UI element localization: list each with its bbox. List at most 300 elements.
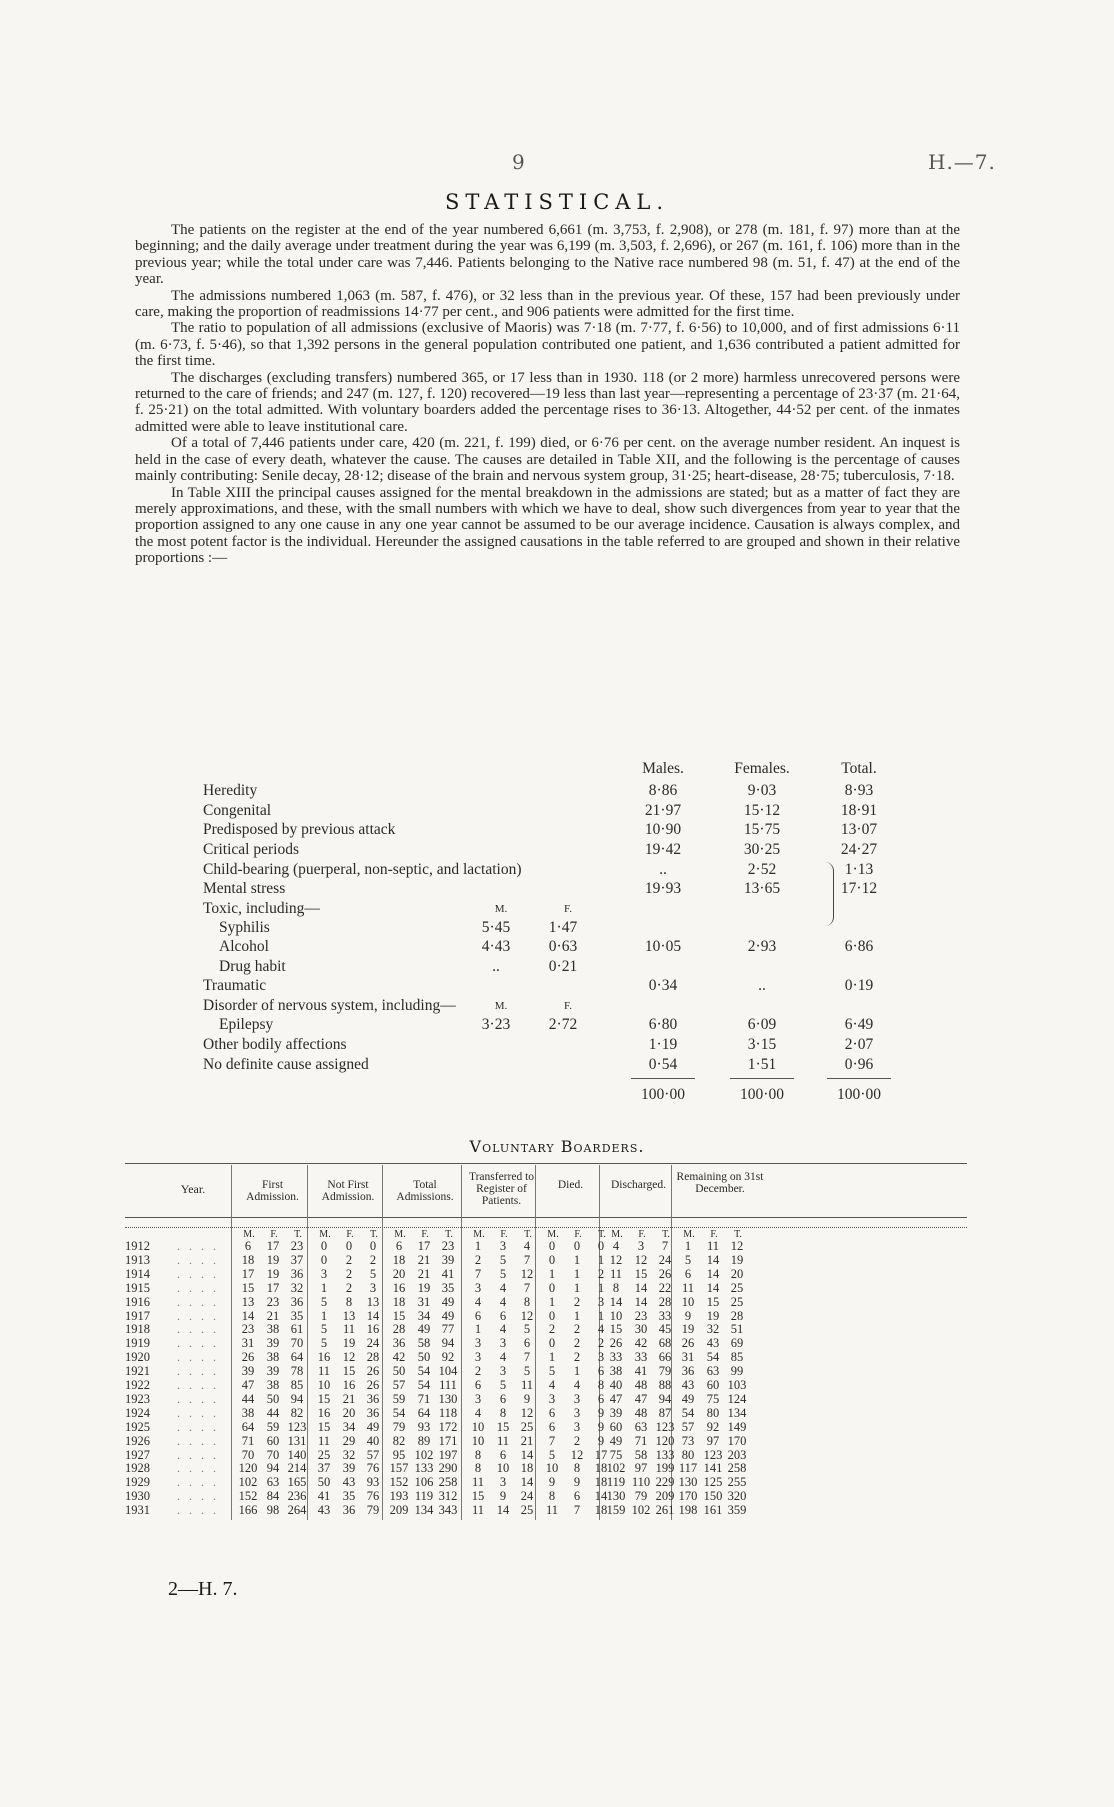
boarders-cell: 157 [389,1461,409,1476]
boarders-cell: 1 [573,1252,581,1267]
boarders-cell: 43 [342,1475,356,1490]
boarders-cell: 68 [658,1336,672,1351]
boarders-cell: 15 [634,1266,648,1281]
voluntary-boarders-title: Voluntary Boarders. [469,1137,645,1156]
boarders-cell: 13 [366,1294,380,1309]
boarders-cell: 23 [290,1239,304,1253]
cause-sub-header: F. [564,1000,572,1012]
boarders-cell: 19 [706,1308,720,1323]
boarders-cell: 5 [523,1322,531,1337]
boarders-cell: 359 [727,1503,747,1518]
boarders-cell: 14 [366,1308,380,1323]
boarders-cell: 170 [727,1433,747,1448]
boarders-cell: 70 [290,1336,304,1351]
cause-label: Epilepsy [219,1016,274,1033]
cause-label: Child-bearing (puerperal, non-septic, and lactation) [203,861,522,878]
page-number: 9 [512,150,525,174]
col-header-females: Females. [734,760,790,777]
sub-header-f: F. [500,1229,508,1240]
boarders-cell: 77 [441,1322,455,1337]
year-cell: 1926 [125,1433,150,1448]
boarders-cell: 2 [474,1364,482,1379]
boarders-cell: 50 [266,1391,280,1406]
cause-value-total: 2·07 [844,1036,874,1053]
boarders-cell: 3 [573,1391,581,1406]
boarders-cell: 3 [499,1364,507,1379]
boarders-cell: 21 [417,1266,431,1281]
boarders-cell: 5 [499,1252,507,1267]
sub-header-f: F. [421,1229,429,1240]
year-cell: 1923 [125,1391,150,1406]
boarders-cell: 75 [609,1447,623,1462]
boarders-cell: 209 [389,1503,409,1518]
boarders-cell: 6 [499,1447,507,1462]
leader-dots: . . . . [177,1266,219,1281]
boarders-cell: 1 [684,1239,692,1253]
boarders-cell: 63 [706,1364,720,1379]
boarders-cell: 15 [609,1322,623,1337]
group-header: First Admission. [246,1179,299,1203]
boarders-cell: 19 [342,1336,356,1351]
boarders-cell: 8 [573,1461,581,1476]
year-cell: 1924 [125,1405,150,1420]
boarders-cell: 4 [523,1239,531,1253]
cause-subvalue-females: 2·72 [548,1016,578,1033]
boarders-cell: 36 [366,1405,380,1420]
boarders-cell: 134 [727,1405,747,1420]
boarders-cell: 1 [573,1308,581,1323]
cause-value-males: 8·86 [648,782,678,799]
boarders-cell: 10 [471,1419,485,1434]
boarders-cell: 60 [266,1433,280,1448]
boarders-cell: 14 [634,1280,648,1295]
boarders-cell: 57 [366,1447,380,1462]
sub-header-m: M. [547,1229,559,1240]
boarders-cell: 8 [474,1447,482,1462]
sub-header-t: T. [294,1229,302,1240]
cause-value-total: 8·93 [844,782,874,799]
boarders-cell: 14 [594,1489,608,1504]
boarders-cell: 6 [573,1489,581,1504]
boarders-cell: 3 [499,1239,507,1253]
boarders-cell: 5 [369,1266,377,1281]
boarders-cell: 61 [290,1322,304,1337]
boarders-cell: 4 [597,1322,605,1337]
boarders-cell: 255 [727,1475,747,1490]
boarders-cell: 5 [499,1378,507,1392]
boarders-cell: 3 [573,1419,581,1434]
year-cell: 1930 [125,1489,150,1504]
sub-header-t: T. [662,1229,670,1240]
boarders-cell: 40 [366,1433,380,1448]
boarders-cell: 23 [266,1294,280,1309]
boarders-cell: 18 [520,1461,534,1476]
cause-value-total: 13·07 [840,821,878,838]
boarders-cell: 18 [594,1503,608,1518]
boarders-cell: 34 [417,1308,431,1323]
boarders-cell: 19 [266,1252,280,1267]
year-cell: 1925 [125,1419,150,1434]
boarders-cell: 95 [392,1447,406,1462]
boarders-cell: 261 [655,1503,675,1518]
boarders-cell: 39 [266,1336,280,1351]
boarders-cell: 150 [703,1489,723,1504]
boarders-cell: 26 [366,1364,380,1379]
section-title: STATISTICAL. [444,190,670,214]
total-rule [631,1078,695,1079]
cause-value-females: .. [758,977,766,994]
sub-header-f: F. [346,1229,354,1240]
boarders-cell: 7 [523,1280,531,1295]
cause-value-males: 10·05 [644,938,682,955]
boarders-cell: 37 [317,1461,331,1476]
boarders-cell: 33 [634,1350,648,1365]
cause-label: Mental stress [203,880,286,897]
boarders-cell: 9 [597,1405,605,1420]
boarders-cell: 85 [290,1378,304,1392]
year-cell: 1915 [125,1280,150,1295]
boarders-cell: 12 [520,1405,534,1420]
boarders-cell: 17 [417,1239,431,1253]
boarders-cell: 47 [609,1391,623,1406]
cause-value-females: 13·65 [743,880,781,897]
boarders-cell: 28 [392,1322,406,1337]
boarders-cell: 8 [499,1405,507,1420]
boarders-cell: 6 [523,1336,531,1351]
boarders-cell: 59 [266,1419,280,1434]
boarders-cell: 1 [548,1350,556,1365]
boarders-cell: 1 [597,1308,605,1323]
leader-dots: . . . . [177,1239,219,1253]
cause-subvalue-females: 0·21 [548,958,578,975]
boarders-cell: 3 [474,1280,482,1295]
boarders-cell: 40 [609,1378,623,1392]
cause-value-total: 0·19 [844,977,874,994]
group-header: Discharged. [610,1179,667,1191]
boarders-cell: 39 [241,1364,255,1379]
boarders-cell: 2 [345,1280,353,1295]
boarders-cell: 343 [438,1503,458,1518]
boarders-cell: 14 [241,1308,255,1323]
boarders-cell: 149 [727,1419,747,1434]
cause-sub-header: M. [494,1000,508,1012]
cause-label: No definite cause assigned [203,1056,369,1073]
boarders-cell: 15 [392,1308,406,1323]
leader-dots: . . . . [177,1378,219,1392]
cause-value-females: 30·25 [743,841,781,858]
boarders-cell: 12 [609,1252,623,1267]
boarders-cell: 7 [474,1266,482,1281]
boarders-cell: 38 [266,1378,280,1392]
boarders-cell: 2 [474,1252,482,1267]
boarders-cell: 2 [548,1322,556,1337]
boarders-cell: 69 [730,1336,744,1351]
sub-header-m: M. [683,1229,695,1240]
cause-total-value: 100·00 [837,1086,881,1103]
boarders-cell: 18 [594,1461,608,1476]
sub-header-t: T. [598,1229,606,1240]
boarders-cell: 71 [241,1433,255,1448]
boarders-cell: 6 [548,1419,556,1434]
boarders-cell: 64 [417,1405,431,1420]
year-cell: 1912 [125,1239,150,1253]
boarders-cell: 84 [266,1489,280,1504]
year-cell: 1920 [125,1350,150,1365]
boarders-cell: 2 [573,1336,581,1351]
boarders-cell: 3 [369,1280,377,1295]
boarders-cell: 59 [392,1391,406,1406]
cause-label: Disorder of nervous system, including— [203,997,456,1014]
boarders-cell: 7 [548,1433,556,1448]
boarders-cell: 89 [417,1433,431,1448]
boarders-cell: 2 [573,1350,581,1365]
sub-header-m: M. [473,1229,485,1240]
boarders-cell: 10 [471,1433,485,1448]
boarders-cell: 2 [597,1336,605,1351]
boarders-cell: 19 [417,1280,431,1295]
boarders-cell: 15 [317,1391,331,1406]
cause-value-total: 6·49 [844,1016,874,1033]
cause-total-value: 100·00 [641,1086,685,1103]
boarders-cell: 1 [320,1280,328,1295]
boarders-cell: 80 [706,1405,720,1420]
table-header-rule [125,1217,967,1218]
boarders-cell: 102 [238,1475,258,1490]
boarders-cell: 3 [320,1266,328,1281]
boarders-cell: 133 [655,1447,675,1462]
boarders-cell: 0 [597,1239,605,1253]
boarders-cell: 79 [634,1489,648,1504]
boarders-cell: 30 [634,1322,648,1337]
boarders-cell: 13 [241,1294,255,1309]
group-header: Not First Admission. [321,1179,375,1203]
cause-value-females: 15·12 [743,802,781,819]
boarders-cell: 4 [474,1405,482,1420]
boarders-cell: 48 [634,1378,648,1392]
boarders-cell: 42 [392,1350,406,1365]
boarders-cell: 14 [496,1503,510,1518]
leader-dots: . . . . [177,1447,219,1462]
cause-value-males: 21·97 [644,802,682,819]
boarders-cell: 97 [706,1433,720,1448]
boarders-cell: 102 [414,1447,434,1462]
boarders-cell: 5 [320,1294,328,1309]
cause-label: Toxic, including— [203,900,320,917]
boarders-cell: 23 [241,1322,255,1337]
boarders-cell: 0 [345,1239,353,1253]
boarders-cell: 8 [548,1489,556,1504]
boarders-cell: 24 [366,1336,380,1351]
boarders-cell: 1 [548,1294,556,1309]
leader-dots: . . . . [177,1252,219,1267]
boarders-cell: 16 [317,1350,331,1365]
boarders-cell: 60 [706,1378,720,1392]
year-cell: 1918 [125,1322,150,1337]
boarders-cell: 165 [287,1475,307,1490]
boarders-cell: 258 [727,1461,747,1476]
boarders-cell: 50 [392,1364,406,1379]
boarders-cell: 11 [545,1503,559,1518]
boarders-cell: 119 [606,1475,626,1490]
boarders-cell: 28 [730,1308,744,1323]
boarders-cell: 49 [441,1294,455,1309]
boarders-cell: 19 [681,1322,695,1337]
boarders-cell: 49 [609,1433,623,1448]
year-column-header: Year. [180,1182,206,1196]
boarders-cell: 4 [499,1350,507,1365]
boarders-cell: 102 [631,1503,651,1518]
boarders-cell: 31 [681,1350,695,1365]
boarders-cell: 21 [520,1433,534,1448]
group-header: Transferred to Register of Patients. [468,1171,535,1207]
year-cell: 1914 [125,1266,150,1281]
boarders-cell: 6 [597,1391,605,1406]
boarders-cell: 17 [594,1447,608,1462]
boarders-cell: 1 [320,1308,328,1323]
document-reference: H.—7. [928,150,996,174]
cause-label: Other bodily affections [203,1036,347,1053]
year-cell: 1929 [125,1475,150,1490]
leader-dots: . . . . [177,1294,219,1309]
cause-subvalue-females: 0·63 [548,938,578,955]
cause-subvalue-males: .. [492,958,500,975]
boarders-cell: 29 [342,1433,356,1448]
cause-value-total: 1·13 [844,861,874,878]
boarders-cell: 130 [438,1391,458,1406]
boarders-cell: 103 [727,1378,747,1392]
boarders-cell: 45 [658,1322,672,1337]
boarders-cell: 0 [548,1239,556,1253]
boarders-cell: 79 [392,1419,406,1434]
boarders-cell: 12 [520,1266,534,1281]
boarders-cell: 106 [414,1475,434,1490]
boarders-cell: 123 [655,1419,675,1434]
boarders-cell: 34 [342,1419,356,1434]
boarders-cell: 39 [441,1252,455,1267]
boarders-cell: 3 [637,1239,645,1253]
cause-sub-header: F. [564,903,572,915]
cause-value-males: 10·90 [644,821,682,838]
boarders-cell: 35 [290,1308,304,1323]
boarders-cell: 4 [499,1322,507,1337]
boarders-cell: 11 [609,1266,623,1281]
boarders-cell: 93 [417,1419,431,1434]
boarders-cell: 140 [287,1447,307,1462]
boarders-cell: 28 [366,1350,380,1365]
boarders-cell: 33 [658,1308,672,1323]
boarders-cell: 6 [548,1405,556,1420]
year-cell: 1928 [125,1461,150,1476]
boarders-cell: 170 [678,1489,698,1504]
cause-label: Predisposed by previous attack [203,821,396,838]
year-cell: 1921 [125,1364,150,1379]
cause-label: Traumatic [203,977,267,994]
boarders-cell: 47 [634,1391,648,1406]
boarders-cell: 16 [366,1322,380,1337]
boarders-cell: 1 [573,1364,581,1379]
boarders-cell: 5 [548,1447,556,1462]
cause-value-total: 24·27 [840,841,878,858]
boarders-cell: 31 [417,1294,431,1309]
boarders-cell: 258 [438,1475,458,1490]
boarders-cell: 104 [438,1364,458,1379]
boarders-cell: 99 [730,1364,744,1379]
boarders-cell: 0 [320,1252,328,1267]
cause-subvalue-males: 3·23 [481,1016,511,1033]
boarders-cell: 3 [499,1336,507,1351]
boarders-cell: 161 [703,1503,723,1518]
boarders-cell: 16 [342,1378,356,1392]
boarders-cell: 4 [612,1239,620,1253]
boarders-cell: 70 [241,1447,255,1462]
boarders-cell: 54 [392,1405,406,1420]
boarders-cell: 17 [266,1280,280,1295]
boarders-cell: 92 [706,1419,720,1434]
boarders-cell: 87 [658,1405,672,1420]
cause-value-total: 18·91 [840,802,878,819]
boarders-cell: 8 [612,1280,620,1295]
sub-header-f: F. [710,1229,718,1240]
boarders-cell: 1 [474,1239,482,1253]
boarders-cell: 6 [499,1308,507,1323]
cause-value-males: 19·42 [644,841,682,858]
boarders-cell: 18 [392,1294,406,1309]
boarders-cell: 39 [609,1405,623,1420]
boarders-cell: 229 [655,1475,675,1490]
boarders-cell: 26 [241,1350,255,1365]
cause-value-females: 15·75 [743,821,781,838]
boarders-cell: 16 [392,1280,406,1295]
cause-value-males: 0·34 [648,977,678,994]
sub-header-m: M. [611,1229,623,1240]
leader-dots: . . . . [177,1391,219,1406]
boarders-cell: 7 [661,1239,669,1253]
boarders-cell: 17 [241,1266,255,1281]
boarders-cell: 6 [474,1378,482,1392]
boarders-cell: 54 [706,1350,720,1365]
boarders-cell: 203 [727,1447,747,1462]
boarders-cell: 152 [389,1475,409,1490]
boarders-cell: 123 [703,1447,723,1462]
boarders-cell: 60 [609,1419,623,1434]
cause-label: Alcohol [219,938,269,955]
boarders-cell: 32 [342,1447,356,1462]
boarders-cell: 197 [438,1447,458,1462]
boarders-cell: 11 [706,1239,720,1253]
boarders-cell: 73 [681,1433,695,1448]
table-top-rule [125,1163,967,1164]
boarders-cell: 78 [290,1364,304,1379]
boarders-cell: 94 [290,1391,304,1406]
boarders-cell: 11 [520,1378,534,1392]
boarders-cell: 12 [730,1239,744,1253]
boarders-cell: 209 [655,1489,675,1504]
paragraph: The patients on the register at the end of the year numbered 6,661 (m. 3,753, f. 2,908), or 278 (m. 181, f. 97) more than at the beginning; and the daily average under treatment during the year was 6,199 (m. 3,503, f. 2,696), or 267 (m. 161, f. 106) more than in the previous year; while the total under care was 7,446. Patients belonging to the Native race numbered 98 (m. 51, f. 47) at the end of the year. [135,222,960,288]
cause-subvalue-males: 5·45 [481,919,511,936]
table-subheader-rule [125,1227,967,1228]
sub-header-t: T. [445,1229,453,1240]
boarders-cell: 43 [681,1378,695,1392]
boarders-cell: 25 [520,1419,534,1434]
year-cell: 1922 [125,1378,150,1392]
boarders-cell: 12 [342,1350,356,1365]
boarders-cell: 7 [573,1503,581,1518]
boarders-cell: 32 [706,1322,720,1337]
group-header: Total Admissions. [396,1179,454,1203]
total-rule [730,1078,794,1079]
cause-label: Heredity [203,782,258,799]
cause-value-females: 1·51 [747,1056,777,1073]
